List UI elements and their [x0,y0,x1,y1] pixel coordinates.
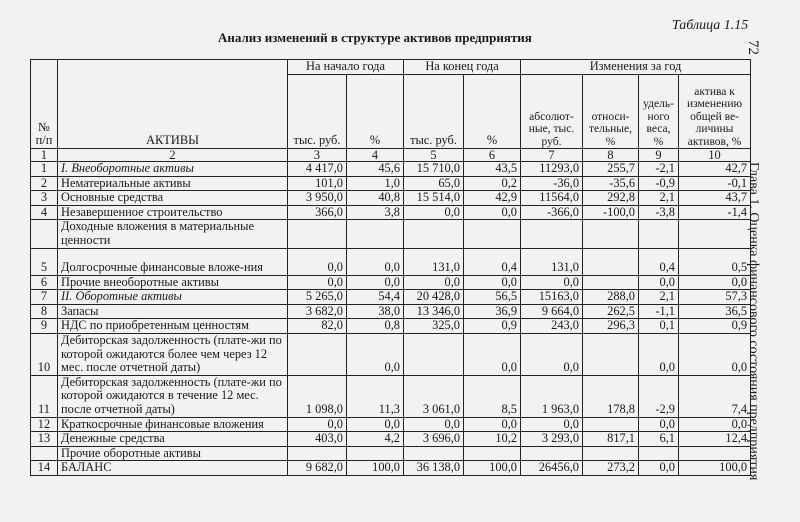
change-abs [521,220,583,248]
change-rel [583,417,639,432]
col-number: 1 [31,149,58,162]
change-abs: 3 293,0 [521,432,583,447]
change-rel [583,220,639,248]
end-rub [404,446,464,461]
start-pct: 45,6 [347,162,404,177]
table-row [31,205,751,220]
end-pct: 0,0 [464,205,521,220]
end-pct: 56,5 [464,290,521,305]
start-pct: 1,0 [347,176,404,191]
start-rub: 366,0 [288,205,347,220]
asset-name: Нематериальные активы [58,176,288,191]
row-number: 11 [31,375,58,417]
row-number: 2 [31,176,58,191]
end-pct: 0,2 [464,176,521,191]
col-number: 10 [679,149,751,162]
start-pct: 0,0 [347,248,404,275]
header-start: На начало года [288,60,404,75]
column-number-row [31,149,751,162]
end-rub [404,333,464,375]
asset-name: Дебиторская задолженность (плате-жи по которой ожидаются более чем через 12 мес. после отчетной даты) [58,333,288,375]
table-label: Таблица 1.15 [672,18,749,33]
row-number: 12 [31,417,58,432]
change-share: -3,8 [639,205,679,220]
change-to-total: 42,7 [679,162,751,177]
col-number: 5 [404,149,464,162]
asset-name: II. Оборотные активы [58,290,288,305]
start-pct: 0,8 [347,319,404,334]
page-number: 72 [745,40,761,55]
table-row [31,220,751,248]
col-number: 7 [521,149,583,162]
header-end: На конец года [404,60,521,75]
table-row [31,162,751,177]
change-share: 0,0 [639,417,679,432]
start-rub: 9 682,0 [288,461,347,476]
header-changes: Изменения за год [521,60,751,75]
row-number: 14 [31,461,58,476]
asset-name: Прочие внеоборотные активы [58,275,288,290]
end-pct: 0,0 [464,333,521,375]
start-pct: 0,0 [347,333,404,375]
change-share [639,220,679,248]
end-pct: 0,0 [464,275,521,290]
row-number [31,446,58,461]
start-rub [288,446,347,461]
change-abs: 26456,0 [521,461,583,476]
start-pct [347,446,404,461]
change-rel [583,446,639,461]
change-rel: 273,2 [583,461,639,476]
change-rel: 817,1 [583,432,639,447]
start-pct: 40,8 [347,191,404,206]
start-rub: 3 682,0 [288,304,347,319]
col-number: 2 [58,149,288,162]
end-rub: 15 514,0 [404,191,464,206]
start-pct: 11,3 [347,375,404,417]
end-rub: 0,0 [404,205,464,220]
change-rel [583,248,639,275]
table-row [31,333,751,375]
table-row [31,248,751,275]
change-rel [583,275,639,290]
asset-name: Долгосрочные финансовые вложе-ния [58,248,288,275]
start-pct: 3,8 [347,205,404,220]
change-share: -0,9 [639,176,679,191]
change-rel: 262,5 [583,304,639,319]
change-abs: 11564,0 [521,191,583,206]
end-rub: 325,0 [404,319,464,334]
start-rub: 403,0 [288,432,347,447]
header-start-rub: тыс. руб. [288,75,347,149]
table-row [31,191,751,206]
change-abs: -366,0 [521,205,583,220]
change-abs: 243,0 [521,319,583,334]
change-abs: 1 963,0 [521,375,583,417]
end-rub: 13 346,0 [404,304,464,319]
header-abs: абсолют-ные, тыс. руб. [521,75,583,149]
change-rel: 296,3 [583,319,639,334]
change-share: 0,1 [639,319,679,334]
table-row [31,461,751,476]
start-rub: 0,0 [288,275,347,290]
change-to-total: 100,0 [679,461,751,476]
col-number: 9 [639,149,679,162]
table-row [31,432,751,447]
end-rub: 3 696,0 [404,432,464,447]
row-number: 6 [31,275,58,290]
end-pct [464,446,521,461]
row-number: 3 [31,191,58,206]
start-pct [347,220,404,248]
table-row [31,290,751,305]
change-to-total: -1,4 [679,205,751,220]
col-number: 6 [464,149,521,162]
row-number: 9 [31,319,58,334]
change-abs: 0,0 [521,417,583,432]
end-pct: 8,5 [464,375,521,417]
row-number [31,220,58,248]
table-row [31,319,751,334]
end-pct: 0,4 [464,248,521,275]
start-rub: 0,0 [288,248,347,275]
asset-name: Незавершенное строительство [58,205,288,220]
change-rel: 178,8 [583,375,639,417]
change-abs: 131,0 [521,248,583,275]
change-abs: -36,0 [521,176,583,191]
start-pct: 54,4 [347,290,404,305]
col-number: 3 [288,149,347,162]
start-pct: 0,0 [347,275,404,290]
row-number: 8 [31,304,58,319]
start-pct: 0,0 [347,417,404,432]
change-rel: 255,7 [583,162,639,177]
start-rub: 1 098,0 [288,375,347,417]
change-to-total: 0,5 [679,248,751,275]
change-rel: 292,8 [583,191,639,206]
end-pct: 0,9 [464,319,521,334]
change-rel: -35,6 [583,176,639,191]
end-rub: 20 428,0 [404,290,464,305]
change-abs: 0,0 [521,333,583,375]
end-rub [404,220,464,248]
change-abs: 11293,0 [521,162,583,177]
col-number: 4 [347,149,404,162]
start-rub: 5 265,0 [288,290,347,305]
change-share: 0,0 [639,333,679,375]
row-number: 7 [31,290,58,305]
header-num: № п/п [31,60,58,149]
chapter-title: Глава 1. Оценка финансового состояния предприятия [746,162,761,481]
change-to-total: 57,3 [679,290,751,305]
change-abs: 0,0 [521,275,583,290]
change-to-total: 0,9 [679,319,751,334]
assets-table [30,59,751,476]
change-to-total: 7,4 [679,375,751,417]
asset-name: Денежные средства [58,432,288,447]
change-share: 6,1 [639,432,679,447]
change-share: -2,9 [639,375,679,417]
asset-name: Прочие оборотные активы [58,446,288,461]
start-rub [288,333,347,375]
change-to-total: 12,4 [679,432,751,447]
end-pct: 10,2 [464,432,521,447]
table-row [31,417,751,432]
asset-name: БАЛАНС [58,461,288,476]
end-pct: 100,0 [464,461,521,476]
change-share: 2,1 [639,290,679,305]
change-rel: 288,0 [583,290,639,305]
header-assets: АКТИВЫ [58,60,288,149]
end-pct: 0,0 [464,417,521,432]
end-rub: 131,0 [404,248,464,275]
end-rub: 36 138,0 [404,461,464,476]
change-to-total: 36,5 [679,304,751,319]
table-row [31,275,751,290]
change-abs [521,446,583,461]
table-body [31,60,751,476]
end-pct [464,220,521,248]
change-abs: 9 664,0 [521,304,583,319]
header-row-1 [31,60,751,75]
start-pct: 38,0 [347,304,404,319]
end-rub: 65,0 [404,176,464,191]
header-to-total: актива к изменению общей ве-личины активов, % [679,75,751,149]
col-number: 8 [583,149,639,162]
asset-name: Дебиторская задолженность (плате-жи по которой ожидаются в течение 12 мес. после отчетной даты) [58,375,288,417]
table-row [31,375,751,417]
table-row [31,304,751,319]
change-share: -2,1 [639,162,679,177]
row-number: 13 [31,432,58,447]
header-end-rub: тыс. руб. [404,75,464,149]
change-rel: -100,0 [583,205,639,220]
header-share: удель-ного веса, % [639,75,679,149]
change-to-total: 43,7 [679,191,751,206]
header-rel: относи-тельные, % [583,75,639,149]
table-row [31,176,751,191]
change-share: 2,1 [639,191,679,206]
start-rub: 0,0 [288,417,347,432]
asset-name: Запасы [58,304,288,319]
change-to-total [679,220,751,248]
change-share: 0,0 [639,461,679,476]
end-rub: 0,0 [404,275,464,290]
header-end-pct: % [464,75,521,149]
start-rub: 82,0 [288,319,347,334]
change-share: -1,1 [639,304,679,319]
header-start-pct: % [347,75,404,149]
change-share: 0,0 [639,275,679,290]
end-rub: 15 710,0 [404,162,464,177]
start-pct: 100,0 [347,461,404,476]
change-share: 0,4 [639,248,679,275]
table-row [31,446,751,461]
change-to-total: 0,0 [679,333,751,375]
start-rub: 3 950,0 [288,191,347,206]
change-share [639,446,679,461]
end-pct: 36,9 [464,304,521,319]
row-number: 4 [31,205,58,220]
change-to-total [679,446,751,461]
asset-name: Доходные вложения в материальные ценности [58,220,288,248]
asset-name: I. Внеоборотные активы [58,162,288,177]
asset-name: НДС по приобретенным ценностям [58,319,288,334]
change-to-total: 0,0 [679,275,751,290]
table-title: Анализ изменений в структуре активов предприятия [218,30,532,45]
change-to-total: 0,0 [679,417,751,432]
change-rel [583,333,639,375]
change-to-total: -0,1 [679,176,751,191]
start-rub: 101,0 [288,176,347,191]
start-rub: 4 417,0 [288,162,347,177]
end-pct: 43,5 [464,162,521,177]
start-rub [288,220,347,248]
change-abs: 15163,0 [521,290,583,305]
row-number: 5 [31,248,58,275]
asset-name: Краткосрочные финансовые вложения [58,417,288,432]
row-number: 1 [31,162,58,177]
asset-name: Основные средства [58,191,288,206]
end-rub: 3 061,0 [404,375,464,417]
end-pct: 42,9 [464,191,521,206]
row-number: 10 [31,333,58,375]
start-pct: 4,2 [347,432,404,447]
end-rub: 0,0 [404,417,464,432]
